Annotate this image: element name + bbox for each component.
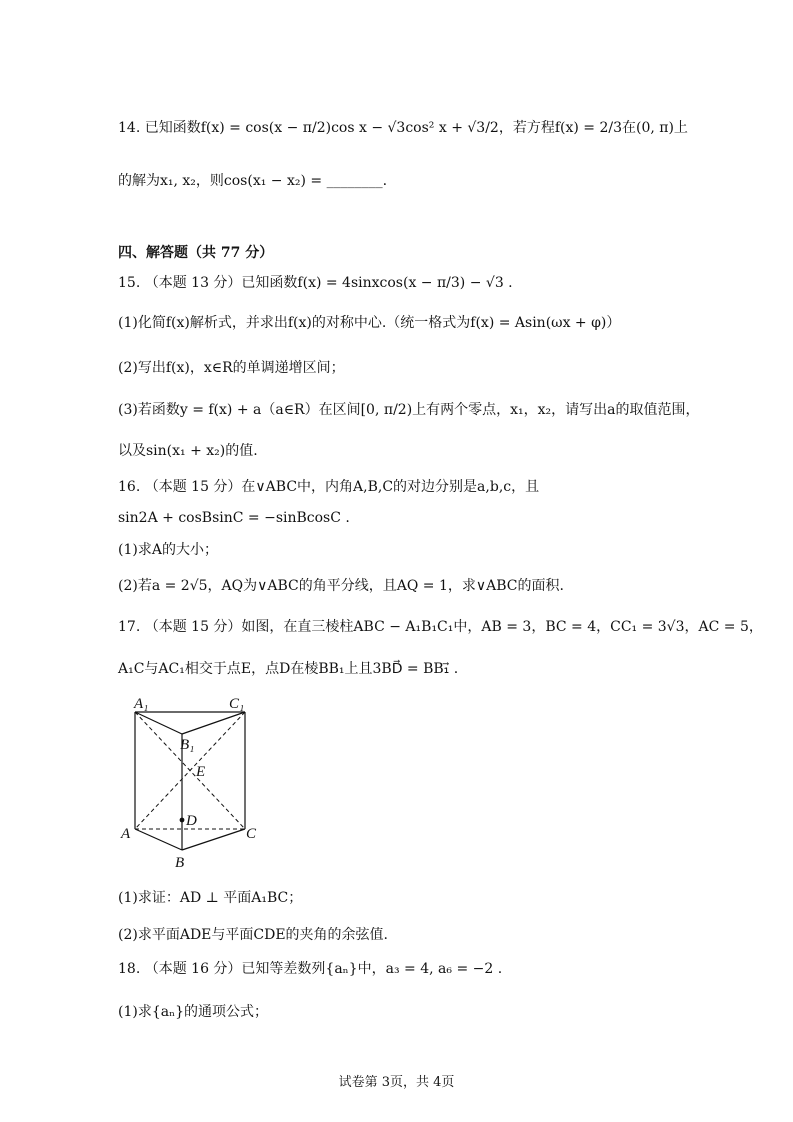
q18-stem: 18. （本题 16 分）已知等差数列{aₙ}中，a₃ = 4, a₆ = −2 . (118, 961, 503, 977)
q15-part3-cont: 以及sin(x₁ + x₂)的值. (118, 443, 258, 459)
q16-part1: (1)求A的大小； (118, 542, 218, 558)
label-e: E (196, 764, 206, 780)
q15-part1: (1)化简f(x)解析式，并求出f(x)的对称中心.（统一格式为f(x) = Asin(ωx + φ)） (118, 315, 621, 331)
q15-part3: (3)若函数y = f(x) + a（a∈R）在区间[0, π/2)上有两个零点，x₁，x₂，请写出a的取值范围， (118, 402, 700, 418)
q16-part2: (2)若a = 2√5，AQ为∨ABC的角平分线，且AQ = 1，求∨ABC的面积. (118, 578, 564, 594)
label-a1: A₁ (134, 696, 149, 712)
label-b1: B₁ (180, 737, 195, 753)
label-c1: C₁ (229, 696, 245, 712)
q16-stem: 16. （本题 15 分）在∨ABC中，内角A,B,C的对边分别是a,b,c，且 (118, 479, 540, 495)
edge-b1c1 (182, 712, 245, 734)
edge-ab (135, 829, 182, 850)
page-footer: 试卷第 3页，共 4页 (338, 1075, 455, 1090)
edge-bc (182, 829, 245, 850)
label-b: B (175, 855, 185, 871)
edge-a1b1 (135, 712, 182, 734)
q14-line1: 14. 已知函数f(x) = cos(x − π/2)cos x − √3cos² x + √3/2，若方程f(x) = 2/3在(0, π)上 (118, 120, 688, 136)
section-title: 四、解答题（共 77 分） (118, 245, 274, 261)
q15-part2: (2)写出f(x)，x∈R的单调递增区间； (118, 360, 345, 376)
label-c: C (246, 826, 257, 842)
q14-line2: 的解为x₁, x₂，则cos(x₁ − x₂) = ________. (118, 173, 388, 189)
q17-part1: (1)求证：AD ⊥ 平面A₁BC； (118, 890, 303, 906)
q16-condition: sin2A + cosBsinC = −sinBcosC . (118, 510, 350, 526)
q17-stem: 17. （本题 15 分）如图，在直三棱柱ABC − A₁B₁C₁中，AB = 3，BC = 4，CC₁ = 3√3，AC = 5， (118, 619, 763, 635)
point-d (180, 818, 185, 823)
label-a: A (121, 826, 131, 842)
q18-part1: (1)求{aₙ}的通项公式； (118, 1004, 269, 1020)
q17-part2: (2)求平面ADE与平面CDE的夹角的余弦值. (118, 927, 388, 943)
prism-figure (118, 692, 268, 872)
label-d: D (186, 813, 197, 829)
q17-stem2: A₁C与AC₁相交于点E，点D在棱BB₁上且3BD⃗ = BB₁⃗ . (118, 661, 459, 677)
q15-stem: 15. （本题 13 分）已知函数f(x) = 4sinxcos(x − π/3) − √3 . (118, 275, 513, 291)
